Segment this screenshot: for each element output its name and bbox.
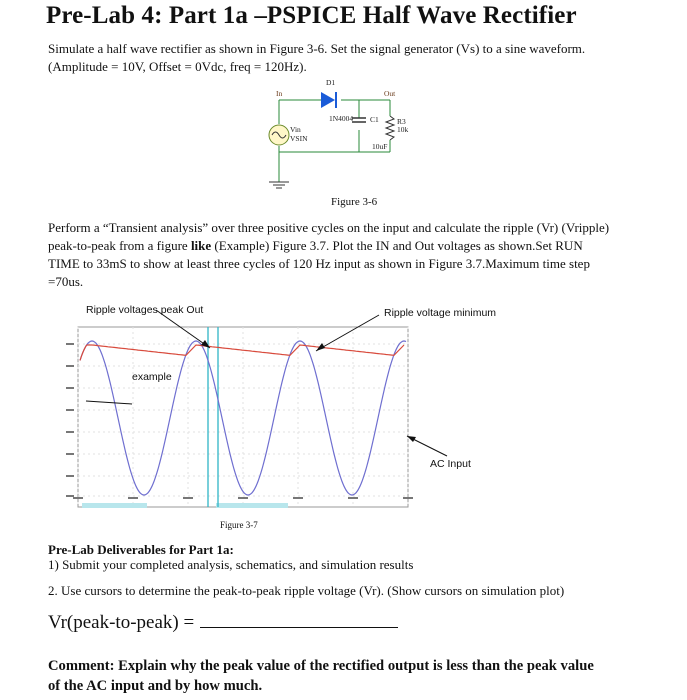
resistor-symbol [386, 116, 394, 140]
x-axis-legend-bar-right [216, 503, 288, 508]
y-tick-label [66, 431, 74, 433]
vr-answer-line [48, 609, 398, 634]
comment-line-2: of the AC input and by how much. [48, 678, 263, 694]
diode-ref-label: D1 [326, 78, 336, 87]
deliverable-item-1: 1) Submit your completed analysis, schematics, and simulation results [48, 557, 414, 572]
paragraph-line-2 [48, 238, 583, 254]
simulation-plot [46, 296, 516, 518]
x-tick-label [73, 497, 83, 499]
diode-part-label: 1N4004 [329, 114, 354, 123]
paragraph-bold-word: like [190, 238, 212, 253]
diode-symbol [321, 92, 335, 108]
y-tick-label [66, 343, 74, 345]
intro-line-2: (Amplitude = 10V, Offset = 0Vdc, freq = 120Hz). [48, 59, 307, 74]
x-tick-label [403, 497, 413, 499]
res-ref-label: R3 [397, 117, 406, 126]
paragraph-line-4: =70us. [48, 274, 84, 289]
ac-input-label: AC Input [430, 458, 471, 470]
res-value-label: 10k [397, 125, 409, 134]
paragraph-line-3: TIME to 33mS to show at least three cycles of 120 Hz input as shown in Figure 3.7.Maximum time step [48, 256, 590, 271]
rectified-output-waveform [80, 345, 404, 360]
ripple-peak-label: Ripple voltages peak Out [86, 304, 204, 316]
y-tick-label [66, 475, 74, 477]
y-tick-label [66, 495, 74, 497]
ripple-minimum-label: Ripple voltage minimum [384, 307, 497, 319]
page-title: Pre-Lab 4: Part 1a –PSPICE Half Wave Rectifier [46, 2, 577, 29]
cap-ref-label: C1 [370, 115, 379, 124]
cap-value-label: 10uF [372, 142, 388, 151]
node-in-label: In [276, 89, 283, 98]
figure-3-7-caption: Figure 3-7 [220, 520, 258, 530]
source-name-label: Vin [290, 125, 301, 134]
deliverable-item-2: 2. Use cursors to determine the peak-to-peak ripple voltage (Vr). (Show cursors on simulation plot) [48, 583, 565, 598]
example-arrow [86, 401, 132, 404]
plot-grid [78, 327, 408, 507]
paragraph-line-2-end: (Example) Figure 3.7. Plot the IN and Out voltages as shown.Set RUN [211, 238, 583, 253]
node-out-label: Out [384, 89, 396, 98]
paragraph-line-2-start: peak-to-peak from a figure [48, 238, 191, 253]
deliverables-title: Pre-Lab Deliverables for Part 1a: [48, 542, 234, 557]
example-label: example [132, 371, 172, 383]
figure-3-6-caption: Figure 3-6 [331, 196, 378, 208]
vr-answer-blank[interactable] [200, 609, 398, 628]
intro-line-1: Simulate a half wave rectifier as shown in Figure 3-6. Set the signal generator (Vs) to a sine waveform. [48, 41, 586, 56]
y-tick-label [66, 409, 74, 411]
x-tick-label [183, 497, 193, 499]
x-axis-legend-bar-left [82, 503, 147, 508]
source-type-label: VSIN [290, 134, 308, 143]
x-tick-label [238, 497, 248, 499]
y-tick-label [66, 453, 74, 455]
y-tick-label [66, 387, 74, 389]
y-tick-label [66, 365, 74, 367]
minimum-arrow [316, 315, 379, 351]
paragraph-line-1: Perform a “Transient analysis” over three positive cycles on the input and calculate the ripple (Vr) (Vripple) [48, 220, 610, 235]
comment-line-1: Comment: Explain why the peak value of the rectified output is less than the peak value [48, 658, 594, 674]
half-wave-rectifier-schematic [255, 78, 425, 196]
x-tick-label [348, 497, 358, 499]
vr-label: Vr(peak-to-peak) = [48, 612, 195, 633]
x-tick-label [128, 497, 138, 499]
x-tick-label [293, 497, 303, 499]
